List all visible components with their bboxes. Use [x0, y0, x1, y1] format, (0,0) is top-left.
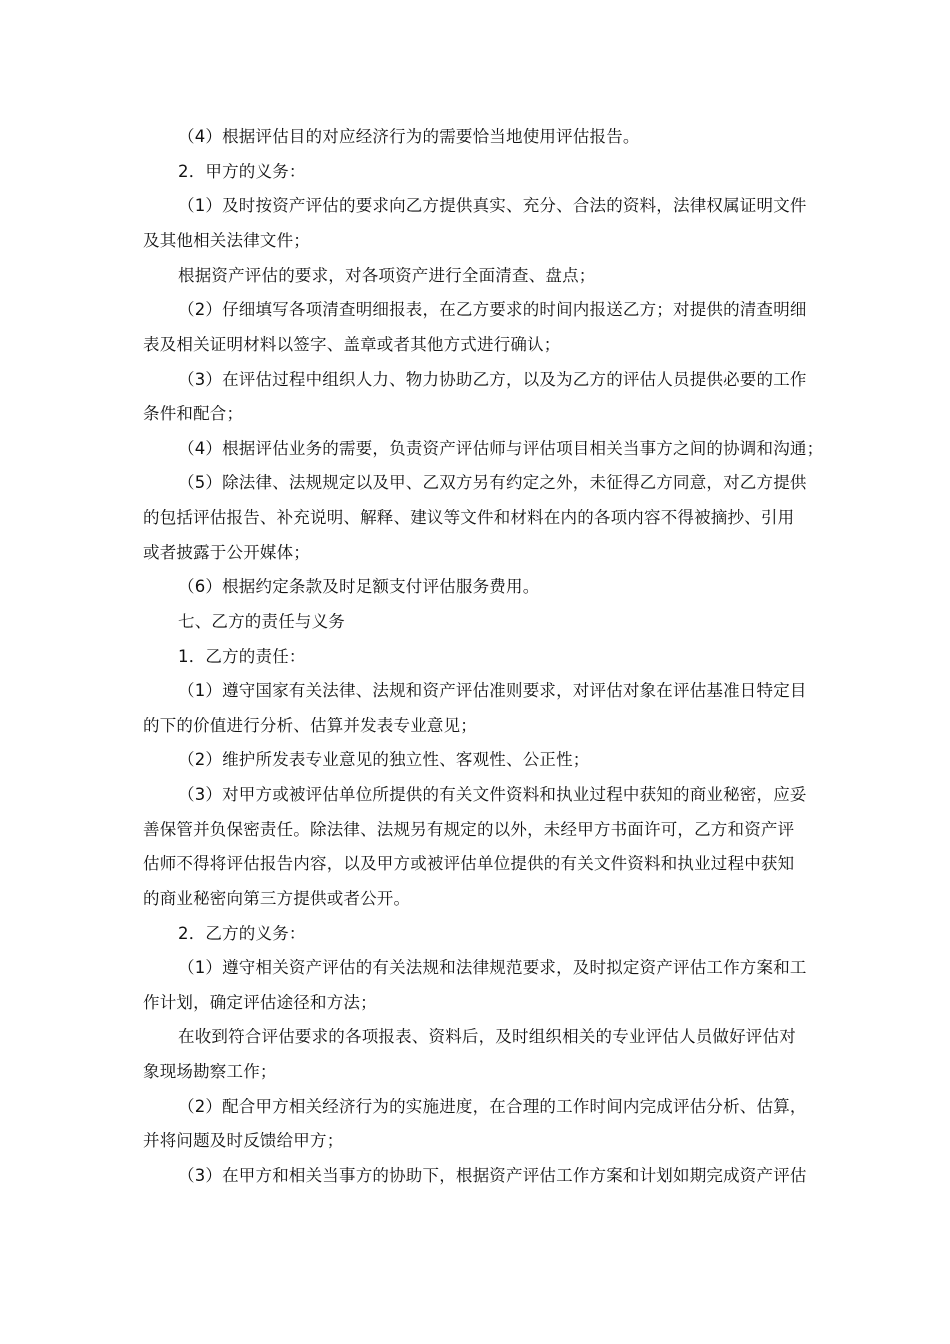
text-line: 作计划，确定评估途径和方法； [143, 993, 377, 1012]
text-line: （3）对甲方或被评估单位所提供的有关文件资料和执业过程中获知的商业秘密，应妥 [178, 785, 807, 804]
text-line: （3）在甲方和相关当事方的协助下，根据资产评估工作方案和计划如期完成资产评估 [178, 1166, 807, 1185]
text-line: 及其他相关法律文件； [143, 231, 310, 250]
text-line: （1）遵守国家有关法律、法规和资产评估准则要求，对评估对象在评估基准日特定目 [178, 681, 807, 700]
section-heading: 七、乙方的责任与义务 [178, 612, 345, 631]
section-heading: 2．甲方的义务： [178, 162, 306, 181]
text-line: 善保管并负保密责任。除法律、法规另有规定的以外，未经甲方书面许可，乙方和资产评 [143, 820, 795, 839]
text-line: 的商业秘密向第三方提供或者公开。 [143, 889, 411, 908]
section-heading: 2．乙方的义务： [178, 924, 306, 943]
text-line: 表及相关证明材料以签字、盖章或者其他方式进行确认； [143, 335, 561, 354]
text-line: 在收到符合评估要求的各项报表、资料后，及时组织相关的专业评估人员做好评估对 [178, 1027, 796, 1046]
text-line: 估师不得将评估报告内容，以及甲方或被评估单位提供的有关文件资料和执业过程中获知 [143, 854, 795, 873]
text-line: 的下的价值进行分析、估算并发表专业意见； [143, 716, 477, 735]
text-line: 并将问题及时反馈给甲方； [143, 1131, 344, 1150]
text-line: （4）根据评估目的对应经济行为的需要恰当地使用评估报告。 [178, 127, 640, 146]
text-line: （4）根据评估业务的需要，负责资产评估师与评估项目相关当事方之间的协调和沟通； [178, 439, 824, 458]
text-line: 象现场勘察工作； [143, 1062, 277, 1081]
text-line: 条件和配合； [143, 404, 244, 423]
text-line: （1）及时按资产评估的要求向乙方提供真实、充分、合法的资料，法律权属证明文件 [178, 196, 807, 215]
text-line: （1）遵守相关资产评估的有关法规和法律规范要求，及时拟定资产评估工作方案和工 [178, 958, 807, 977]
text-line: （5）除法律、法规规定以及甲、乙双方另有约定之外，未征得乙方同意，对乙方提供 [178, 473, 807, 492]
text-line: （2）维护所发表专业意见的独立性、客观性、公正性； [178, 750, 590, 769]
text-line: （6）根据约定条款及时足额支付评估服务费用。 [178, 577, 540, 596]
text-line: 的包括评估报告、补充说明、解释、建议等文件和材料在内的各项内容不得被摘抄、引用 [143, 508, 795, 527]
text-line: （3）在评估过程中组织人力、物力协助乙方，以及为乙方的评估人员提供必要的工作 [178, 370, 807, 389]
text-line: 或者披露于公开媒体； [143, 543, 310, 562]
text-line: （2）配合甲方相关经济行为的实施进度，在合理的工作时间内完成评估分析、估算， [178, 1097, 807, 1116]
section-heading: 1．乙方的责任： [178, 647, 306, 666]
text-line: （2）仔细填写各项清查明细报表，在乙方要求的时间内报送乙方；对提供的清查明细 [178, 300, 807, 319]
text-line: 根据资产评估的要求，对各项资产进行全面清查、盘点； [178, 266, 596, 285]
